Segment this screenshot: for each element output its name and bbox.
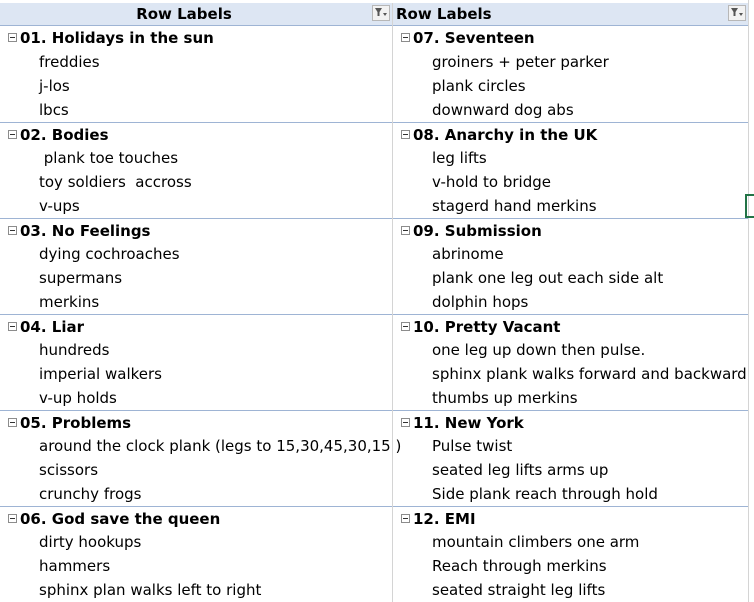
item-label: dirty hookups — [39, 533, 142, 551]
collapse-minus-icon[interactable] — [8, 33, 17, 42]
item-label: one leg up down then pulse. — [432, 341, 646, 359]
item-label: merkins — [39, 293, 100, 311]
collapse-minus-icon[interactable] — [8, 322, 17, 331]
filter-dropdown-button[interactable] — [372, 5, 390, 21]
item-label: Pulse twist — [432, 437, 513, 455]
pivot-item-row[interactable] — [0, 530, 392, 554]
pivot-item-row[interactable] — [0, 434, 402, 458]
pivot-group-row[interactable] — [393, 218, 748, 242]
item-label: supermans — [39, 269, 123, 287]
item-label: crunchy frogs — [39, 485, 142, 503]
pivot-groups — [393, 26, 748, 602]
pivot-item-row[interactable] — [393, 530, 748, 554]
pivot-item-row[interactable] — [0, 242, 392, 266]
group-label: 10. Pretty Vacant — [413, 318, 561, 336]
collapse-minus-icon[interactable] — [401, 322, 410, 331]
pivot-group-row[interactable] — [0, 26, 392, 50]
collapse-minus-icon[interactable] — [8, 418, 17, 427]
pivot-item-row[interactable] — [0, 362, 392, 386]
item-label: around the clock plank (legs to 15,30,45,30,15 ) — [39, 437, 402, 455]
row-labels-header: Row Labels — [136, 5, 232, 23]
item-label: leg lifts — [432, 149, 487, 167]
pivot-item-row[interactable] — [393, 170, 748, 194]
pivot-item-row[interactable] — [0, 74, 392, 98]
item-label: freddies — [39, 53, 100, 71]
item-label: hundreds — [39, 341, 110, 359]
pivot-item-row[interactable] — [393, 146, 748, 170]
pivot-item-row[interactable] — [393, 458, 748, 482]
item-label: groiners + peter parker — [432, 53, 609, 71]
pivot-item-row[interactable] — [0, 98, 392, 122]
pivot-item-row[interactable] — [0, 146, 392, 170]
pivot-item-row[interactable] — [393, 386, 748, 410]
pivot-group-row[interactable] — [393, 122, 748, 146]
group-label: 12. EMI — [413, 510, 476, 528]
pivot-item-row[interactable] — [393, 290, 748, 314]
item-label: sphinx plank walks forward and backward — [432, 365, 747, 383]
pivot-groups — [0, 26, 402, 602]
group-label: 05. Problems — [20, 414, 132, 432]
group-label: 11. New York — [413, 414, 524, 432]
item-label: abrinome — [432, 245, 504, 263]
item-label: j-los — [39, 77, 70, 95]
pivot-item-row[interactable] — [0, 578, 392, 602]
pivot-group-row[interactable] — [393, 26, 748, 50]
pivot-item-row[interactable] — [0, 458, 392, 482]
pivot-item-row[interactable] — [0, 266, 392, 290]
group-label: 09. Submission — [413, 222, 542, 240]
pivot-item-row[interactable] — [393, 242, 748, 266]
pivot-item-row[interactable] — [393, 50, 748, 74]
pivot-header — [393, 3, 748, 26]
pivot-item-row[interactable] — [0, 482, 392, 506]
pivot-item-row[interactable] — [0, 50, 392, 74]
pivot-group-row[interactable] — [0, 122, 392, 146]
collapse-minus-icon[interactable] — [8, 514, 17, 523]
pivot-group-row[interactable] — [0, 314, 392, 338]
item-label: seated leg lifts arms up — [432, 461, 609, 479]
pivot-item-row[interactable] — [393, 266, 748, 290]
filter-dropdown-icon — [375, 8, 387, 18]
item-label: dolphin hops — [432, 293, 529, 311]
pivot-group-row[interactable] — [0, 506, 392, 530]
pivot-item-row[interactable] — [0, 338, 392, 362]
item-label: v-ups — [39, 197, 80, 215]
collapse-minus-icon[interactable] — [401, 130, 410, 139]
item-label: stagerd hand merkins — [432, 197, 597, 215]
item-label: plank toe touches — [39, 149, 179, 167]
collapse-minus-icon[interactable] — [401, 418, 410, 427]
collapse-minus-icon[interactable] — [8, 226, 17, 235]
pivot-group-row[interactable] — [393, 314, 748, 338]
item-label: v-up holds — [39, 389, 117, 407]
group-label: 01. Holidays in the sun — [20, 29, 214, 47]
group-label: 07. Seventeen — [413, 29, 535, 47]
item-label: dying cochroaches — [39, 245, 180, 263]
pivot-item-row[interactable] — [0, 290, 392, 314]
pivot-group-row[interactable] — [393, 410, 748, 434]
pivot-group-row[interactable] — [0, 410, 392, 434]
collapse-minus-icon[interactable] — [401, 514, 410, 523]
pivot-item-row[interactable] — [393, 338, 748, 362]
item-label: mountain climbers one arm — [432, 533, 640, 551]
item-label: Reach through merkins — [432, 557, 607, 575]
collapse-minus-icon[interactable] — [401, 226, 410, 235]
item-label: plank circles — [432, 77, 526, 95]
pivot-item-row[interactable] — [393, 98, 748, 122]
pivot-item-row[interactable] — [393, 482, 748, 506]
row-labels-header: Row Labels — [396, 5, 492, 23]
collapse-minus-icon[interactable] — [401, 33, 410, 42]
group-label: 06. God save the queen — [20, 510, 221, 528]
pivot-item-row[interactable] — [393, 362, 748, 386]
pivot-item-row[interactable] — [0, 554, 392, 578]
item-label: plank one leg out each side alt — [432, 269, 664, 287]
item-label: v-hold to bridge — [432, 173, 551, 191]
pivot-item-row[interactable] — [393, 578, 748, 602]
group-label: 03. No Feelings — [20, 222, 151, 240]
pivot-group-row[interactable] — [393, 506, 748, 530]
item-label: Side plank reach through hold — [432, 485, 658, 503]
item-label: sphinx plan walks left to right — [39, 581, 262, 599]
pivot-item-row[interactable] — [0, 170, 392, 194]
item-label: lbcs — [39, 101, 69, 119]
group-label: 04. Liar — [20, 318, 85, 336]
group-label: 08. Anarchy in the UK — [413, 126, 598, 144]
pivot-item-row[interactable] — [0, 386, 392, 410]
pivot-item-row[interactable] — [393, 554, 748, 578]
item-label: imperial walkers — [39, 365, 162, 383]
filter-dropdown-button[interactable] — [728, 5, 746, 21]
pivot-table-left — [0, 3, 402, 602]
item-label: toy soldiers accross — [39, 173, 192, 191]
selected-cell-border[interactable] — [745, 194, 754, 218]
pivot-item-row[interactable] — [393, 74, 748, 98]
pivot-item-row[interactable] — [393, 194, 748, 218]
item-label: hammers — [39, 557, 111, 575]
item-label: downward dog abs — [432, 101, 574, 119]
item-label: thumbs up merkins — [432, 389, 578, 407]
filter-dropdown-icon — [731, 8, 743, 18]
pivot-table-right — [393, 3, 749, 602]
collapse-minus-icon[interactable] — [8, 130, 17, 139]
group-label: 02. Bodies — [20, 126, 109, 144]
pivot-item-row[interactable] — [393, 434, 748, 458]
pivot-group-row[interactable] — [0, 218, 392, 242]
item-label: scissors — [39, 461, 99, 479]
pivot-item-row[interactable] — [0, 194, 392, 218]
item-label: seated straight leg lifts — [432, 581, 606, 599]
pivot-header — [0, 3, 392, 26]
